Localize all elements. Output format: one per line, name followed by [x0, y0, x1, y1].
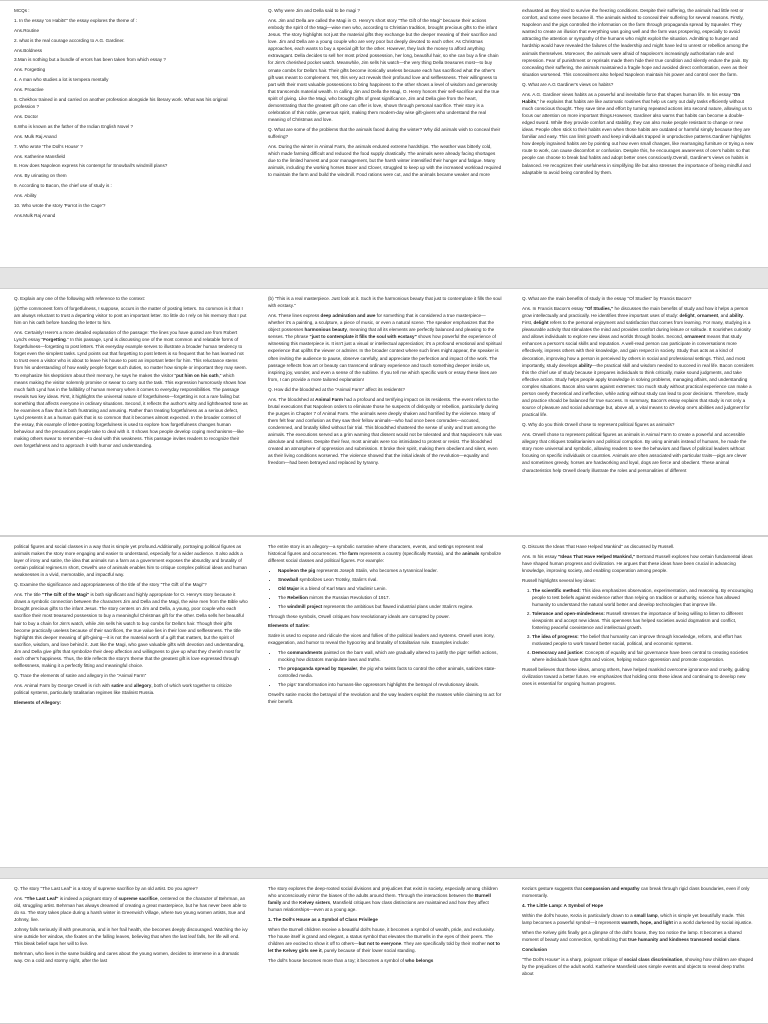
text-column: [522, 295, 754, 535]
paragraph: MCQs :: [14, 8, 30, 13]
paragraph: 3.Man is nothing but a bundle of errors has been taken from which essay ?: [14, 57, 166, 63]
list-item: • The windmill project represents the ambitious but flawed industrial plans under Stalin's regime.: [278, 603, 502, 610]
bullet-list: [268, 649, 502, 688]
paragraph: Ans. Doctor: [14, 114, 38, 119]
paragraph: 1. In the essay 'on Habits'" the essay explores the theme of :: [14, 17, 137, 23]
text-column: [522, 543, 754, 867]
list-item: 4. Democracy and justice: Concepts of equality and fair governance have been central to creating societies where individuals have rights and voices, helping reduce oppression and promote cooperation.: [532, 649, 754, 663]
bullet-list: [268, 567, 502, 610]
paragraph: Ans. Katherine Mansfield: [14, 153, 66, 159]
paragraph: Q. What are some of the problems that the animals faced during the winter? Why did animals wish to conceal their suffering?: [268, 127, 501, 140]
list-item: • The Rebellion mirrors the Russian Revolution of 1917.: [278, 594, 502, 601]
document-page: [0, 0, 768, 268]
paragraph: Q. Trace the elements of satire and allegory in the "Animal Farm": [14, 672, 147, 678]
paragraph: Conclusion: [522, 946, 548, 952]
numbered-list: [522, 587, 754, 663]
paragraph: Q. Explain any one of the following with reference to the context:: [14, 296, 145, 301]
paragraph: Ans. During the winter in Animal Farm, the animals endured extreme hardships. The weather was bitterly cold, which made farming difficult and reduced the food supply drastically. The animals were already facing shortages due to the limited harvest and poor management, but the harsh winter intensified their hunger and fatigue. Many animals, including the working horses Boxer and Clover, struggled to keep up with the increased workload required to maintain the farm and build the windmill. Food rations were cut, and the animals became weaker and more: [268, 144, 502, 178]
paragraph: Ans.Mulk Raj Anand: [14, 212, 56, 218]
text-column: [268, 7, 502, 267]
paragraph: Ans. Animal Farm by George Orwell is rich with satire and allegory, both of which work together to criticize political systems, particularly totalitarian regimes like Stalinist Russia.: [14, 682, 232, 695]
paragraph: Ans. Ability: [14, 193, 37, 199]
paragraph: Ans. Orwell chose to represent political figures as animals in Animal Farm to create a powerful and accessible allegory that critiques totalitarianism and political corruption. By using animals instead of humans, he made the story more universal and symbolic, allowing readers to see the behaviors and flaws of political leaders without focusing on specific individuals or countries. Animals are often associated with particular traits—pigs are clever and sometimes greedy, horses are hardworking and loyal, dogs are fierce and obedient. These animal characteristics help Orwell clearly illustrate the roles and personalities of different: [522, 432, 747, 473]
paragraph: Ans. Forgetting: [14, 67, 46, 73]
paragraph: Ans. In Francis Bacon's essay "Of Studies," he discusses the main benefits of study and how it helps a person grow intellectually and practically. He identifies three important uses of study: delight, ornament, and ability. First, delight refers to the personal enjoyment and satisfaction that comes from learning. For many, studying is a pleasurable activity that stimulates the mind and provides comfort during leisure or solitude. It nourishes curiosity and allows individuals to explore new ideas and worlds through books. Second, ornament means that study enhances a person's social skills and reputation. A well-read person can participate in conversations more effectively, impress others with their knowledge, and gain respect in society. Study thus acts as a kind of decoration, improving how a person is perceived by others in social and professional settings. Third, and most importantly, study develops ability—the practical skill and wisdom needed to succeed in real life. Bacon considers this the chief use of study because it prepares individuals to think critically, make sound judgments, and take effective action. Study helps people apply knowledge in solving problems, managing affairs, and understanding complex situations. Bacon also warns against extremes: too much study without practical experience can make a person overly theoretical and ineffective, while acting without study can lead to poor decisions. Therefore, study and practice should be balanced for true success. In summary, Bacon's essay explains that study is not only a source of pleasure and social advantage but, above all, a vital means to develop one's abilities and judgment for practical life.: [522, 305, 754, 418]
paragraph: Ans. Mulk Raj Anand: [14, 133, 57, 139]
paragraph: When the Burnell children receive a beautiful doll's house, it becomes a symbol of wealth, pride, and exclusivity. The house itself is grand and elegant, a status symbol that elevates the Burnells in the eyes of their peers. The children are excited to show it off to others—but not to everyone. They are specifically told by their mother not to let the Kelvey girls see it, purely because of their lower social standing.: [268, 927, 500, 954]
paragraph: The entire story is an allegory—a symbolic narrative where characters, events, and settings represent real historical figures and occurrences. The farm represents a country (specifically Russia), and the animals symbolize different social classes and political figures. For example:: [268, 544, 502, 564]
list-item: • Snowball symbolizes Leon Trotsky, Stalin's rival.: [278, 576, 502, 583]
list-item: • The pigs' transformation into humans-like oppressors highlights the betrayal of revolutionary ideals.: [278, 681, 502, 688]
paragraph: Orwell's satire mocks the betrayal of the revolution and the way leaders exploit the masses while claiming to act for their benefit.: [268, 692, 502, 705]
list-item: • Napoleon the pig represents Joseph Stalin, who becomes a tyrannical leader.: [278, 567, 502, 574]
paragraph: Q. The story "The Last Leaf" is a story of supreme sacrifice by an old artist. Do you agree?: [14, 886, 198, 891]
paragraph: 2. what is the real courage according to A.G. Gardiner.: [14, 37, 125, 43]
paragraph: political figures and social classes in a way that is simple yet profound.Additionally, portraying political figures as animals makes the story more engaging and easier to understand, especially for a wider audience. It also adds a layer of irony and satire, the idea that animals run a farm as a government exposes the absurdity and brutality of certain political regimes.In short, Orwell's use of animals enables him to critique complex political ideas and human weaknesses in a vivid, memorable, and impactful way.: [14, 544, 247, 578]
paragraph: Russell believes that these ideas, among others, have helped mankind overcome ignorance and cruelty, guiding civilization toward a better future. He emphasizes that holding onto these ideas and continuing to develop new ones is essential for ongoing human progress.: [522, 666, 750, 687]
paragraph: Kezia's gesture suggests that compassion and empathy can break through rigid class boundaries, even if only momentarily.: [522, 886, 750, 899]
text-column: [522, 7, 754, 267]
paragraph: (a)The commonest form of forgetfulness, I suppose, occurs in the matter of posting letters. So common is it that I am always reluctant to trust a departing visitor to post an important letter. So little do I rely on his memory that I put him on his oath before handing the letter to him.: [14, 305, 247, 326]
paragraph: 10. Who wrote the story 'Parrot in the Cage'?: [14, 203, 106, 209]
document-page: [0, 878, 768, 1024]
paragraph: When the Kelvey girls finally get a glimpse of the doll's house, they too notice the lamp. It becomes a shared moment of beauty and connection, symbolizing that true humanity and kindness transcend social class.: [522, 929, 742, 942]
paragraph: Ans. In his essay "Ideas That Have Helped Mankind," Bertrand Russell explores how certain fundamental ideas have shaped human progress and civilization. He argues that these ideas have been crucial in advancing knowledge, improving society, and enabling cooperation among people.: [522, 553, 753, 574]
document-page: [0, 536, 768, 868]
paragraph: Ans. By urinating on them: [14, 173, 67, 179]
text-column: [14, 543, 248, 867]
paragraph: Ans. A.G. Gardiner views habits as a powerful and inevitable force that shapes human life. In his essay "On Habits," he explains that habits are like automatic routines that help us carry out daily tasks efficiently without much conscious thought. They save time and effort by turning repeated actions into second nature, allowing us to focus our attention on more important things.However, Gardiner also warns that habits can become a double-edged sword. While they provide comfort and stability, they can also make people resistant to change or new ideas. People often stick to their habits even when those habits are outdated or harmful simply because they are familiar and easy. This can limit growth and keep individuals trapped in unproductive patterns.Gardiner highlights how deeply ingrained habits are by pointing out how even small changes, like rearranging furniture or trying a new route to work, can cause discomfort or confusion. Despite this, he encourages awareness of one's habits so that people can choose to break bad habits and adopt better ones consciously.Overall, Gardiner's views on habits is balanced. He recognizes their usefulness in simplifying life but also stresses the importance of being mindful and adaptable to avoid being controlled by them.: [522, 91, 754, 175]
paragraph: Q. Why were Jim and Della said to be magi ?: [268, 8, 360, 13]
paragraph: Ans.Boldness: [14, 47, 43, 53]
paragraph: Q. Why do you think Orwell chose to represent political figures as animals?: [522, 422, 675, 428]
paragraph: Ans. "The Last Leaf" is indeed a poignant story of supreme sacrifice, centered on the character of Behrman, an old, struggling artist. Behrman has always dreamed of creating a great masterpiece, but he has never been able to do so. The story takes place during a harsh winter in Greenwich Village, where two young women artists, Sue and Johnsy, live.: [14, 895, 247, 923]
paragraph: Q. What are A.G Gardiner's views on habits?: [522, 81, 614, 87]
paragraph: Within the doll's house, Kezia is particularly drawn to a small lamp, which is simple yet beautifully made. This lamp becomes a powerful symbol—it represents warmth, hope, and light in a world darkened by social injustice.: [522, 912, 753, 925]
paragraph: 1. The Doll's House as a Symbol of Class Privilege: [268, 917, 378, 923]
paragraph: Through these symbols, Orwell critiques how revolutionary ideals are corrupted by power.: [268, 613, 450, 619]
paragraph: 6.Who is known as the father of the Indian English Novel ?: [14, 123, 133, 129]
text-column: [14, 295, 248, 535]
paragraph: Ans. Proactive: [14, 87, 44, 93]
paragraph: The doll's house becomes more than a toy; it becomes a symbol of who belongs: [268, 958, 434, 964]
text-column: [522, 885, 754, 1023]
paragraph: Ans. These lines express deep admiration and awe for something that is considered a true masterpiece—whether it's a painting, a sculpture, a piece of music, or even a natural scene. The speaker emphasizes that the object possesses harmonious beauty, meaning that all its elements are perfectly balanced and pleasing to the senses. The phrase "just to contemplate it fills the soul with ecstasy" shows how powerful the experience of witnessing this masterpiece is. It isn't just a visual or intellectual appreciation; it's a profound emotional and spiritual experience that uplifts the viewer or admirer. In the broader context where such lines might appear, the speaker is often inviting the audience to pause, observe carefully, and appreciate the perfection and impact of the work. The passage reflects how art or beauty can transcend ordinary experience and touch something deeper inside us, inspiring joy, wonder, and even a sense of the sublime. If you tell me which specific work or essay these lines are from, I can provide a more tailored explanation!: [268, 312, 502, 382]
paragraph: 9. According to Bacon, the chief use of study is :: [14, 183, 112, 189]
paragraph: 7. Who wrote 'The Doll's House' ?: [14, 143, 83, 149]
list-item: • Old Major is a blend of Karl Marx and Vladimir Lenin.: [278, 585, 502, 592]
paragraph: "The Doll's House" is a sharp, poignant critique of social class discrimination, showing how children are shaped by the prejudices of the adult world. Katherine Mansfield uses simple events and objects to reveal deep truths about: [522, 956, 754, 976]
paragraph: Q. Discuss the Ideas That Have Helped Mankind" as discussed by Russell.: [522, 544, 675, 549]
paragraph: Elements of Allegory:: [14, 699, 62, 705]
paragraph: The story explores the deep-rooted social divisions and prejudices that exist in society, especially among children who unconsciously mirror the biases of the adults around them. Through the interactions between the Burnell family and the Kelvey sisters, Mansfield critiques how class distinctions are maintained and how they affect human relationships—even at a young age.: [268, 886, 498, 913]
paragraph: 4. A man who studies a lot is tempera mentally: [14, 77, 109, 83]
paragraph: Q. What are the main benefits of study in the essay "Of Studies" by Francis Bacon?: [522, 296, 692, 301]
paragraph: Ans.Routine: [14, 27, 40, 33]
text-column: [14, 7, 248, 267]
paragraph: Behrman, who lives in the same building and cares about the young women, decides to intervene in a dramatic way. On a cold and stormy night, after the last: [14, 951, 240, 964]
paragraph: Q. How did the bloodshed at the "Animal Farm" affect its residents?: [268, 386, 405, 392]
text-column: [14, 885, 248, 1023]
paragraph: (b) "This is a real masterpiece. Just look at it. Such is the harmonious beauty that just to contemplate it fills the soul with ecstasy.": [268, 296, 502, 309]
text-column: [268, 295, 502, 535]
list-item: 2. Tolerance and open-mindedness: Russell stresses the importance of being willing to listen to different viewpoints and accept new ideas. This openness has helped societies avoid dogmatism and conflict, fostering peaceful coexistence and intellectual growth.: [532, 610, 754, 631]
paragraph: 8. How does Napoleon express his contempt for Snowball's windmill plans?: [14, 163, 168, 169]
list-item: 1. The scientific method: This idea emphasizes observation, experimentation, and reasoning. By encouraging people to test beliefs against evidence rather than relying on tradition or authority, science has allowed humanity to understand the natural world better and develop technologies that improve life.: [532, 587, 754, 608]
paragraph: Q. Examine the significance and appropriateness of the title of the story "The Gift of the Magi"?: [14, 582, 207, 588]
paragraph: Ans. Jim and Della are called the Magi in O. Henry's short story "The Gift of the Magi" because their actions embody the spirit of the Magi—wise men who, according to Christian tradition, brought precious gifts to the infant Jesus. The story highlights not just the material gifts they exchange but the deeper meaning of their sacrifice and love. Jim and Della are a young couple who are very poor but deeply devoted to each other. As Christmas approaches, each wants to buy a special gift for the other. However, they lack the money to afford anything extravagant. Della decides to sell her most prized possession, her long, beautiful hair, so she can buy a fine chain for Jim's cherished pocket watch. Meanwhile, Jim sells his watch—the very thing Della treasures most—to buy ornate combs for Della's hair. Their gifts become ironically useless because each has sacrificed what the other's gift was meant to complement. Yet, this very act reveals their profound love and selflessness. Their willingness to part with their most valuable possessions to bring happiness to the other shows a level of wisdom and generosity that transcends material wealth. In calling Jim and Della the Magi, O. Henry honors their self-sacrifice and the true spirit of giving. Like the Magi, who brought gifts of great significance, Jim and Della give from the heart, demonstrating that the greatest gift one can offer is love, shown through personal sacrifice. Their story is a celebration of this noble, generous spirit, making them modern-day wise gift-givers who understand the real meaning of Christmas and love.: [268, 17, 500, 123]
paragraph: Elements of Satire:: [268, 623, 310, 629]
text-column: [268, 885, 502, 1023]
paragraph: Ans. The bloodshed at Animal Farm had a profound and terrifying impact on its residents. The event refers to the brutal executions that Napoleon orders to eliminate those he suspects of disloyalty or rebellion, particularly during the purges in Chapter 7 of Animal Farm. The animals were deeply shaken and horrified by the violence. Many of them felt fear and confusion as they saw their fellow animals—who had once been comrades—accused, condemned, and brutally killed without fair trial. This bloodshed shattered the sense of unity and trust among the animals. The executions served as a grim warning that dissent would not be tolerated and that Napoleon's rule was absolute and ruthless. Despite their fear, most animals were too intimidated to protest or resist. The bloodshed created an atmosphere of oppression and submission. It broke their spirit, making them obedient and silent, even as their living conditions worsened. The violence showed that the initial ideals of the revolution—equality and freedom—had been betrayed and replaced by tyranny.: [268, 396, 502, 466]
list-item: • The commandments painted on the barn wall, which are gradually altered to justify the pigs' selfish actions, mocking how dictators manipulate laws and truths.: [278, 649, 502, 663]
paragraph: exhausted as they tried to survive the freezing conditions. Despite their suffering, the animals had little rest or comfort, and some even became ill. The animals wished to conceal their suffering for several reasons. Firstly, Napoleon and the pigs controlled the information on the farm through propaganda spread by Squealer. They wanted to create an illusion that everything was going well and the farm was prospering, especially to avoid attracting the attention or sympathy of the humans who might exploit the situation. Admitting to hunger and hardship would have revealed the failures of the leadership and might have led to unrest or rebellion among the animals themselves. Moreover, the animals were afraid of Napoleon's increasingly authoritarian rule and repression. Fear of punishment or reprisals made them hide their true condition and silently endure the pain. By concealing their suffering, the animals maintained a fragile hope and avoided direct confrontation, even as their situation worsened. This concealment also helped Napoleon maintain his power and control over the farm.: [522, 8, 749, 77]
list-item: • The propaganda spread by Squealer, the pig who twists facts to control the other animals, satirizes state-controlled media.: [278, 665, 502, 679]
text-column: [268, 543, 502, 867]
paragraph: Satire is used to expose and ridicule the vices and follies of the political leaders and systems. Orwell uses irony, exaggeration, and humor to reveal the hypocrisy and brutality of totalitarian rule. Examples include:: [268, 633, 495, 646]
document-page: [0, 288, 768, 536]
paragraph: Ans. The title "The Gift of the Magi" is both significant and highly appropriate for O. Henry's story because it draws a symbolic connection between the characters Jim and Della and the Magi, the wise men from the Bible who brought precious gifts to the infant Jesus. The story centers on Jim and Della, a young, poor couple who each sacrifice their most treasured possession to buy a meaningful Christmas gift for the other. Della sells her beautiful hair to buy a chain for Jim's watch, while Jim sells his watch to buy combs for Della's hair. Though their gifts become practically useless because of their sacrifices, the true value lies in their love and selflessness. The title highlights this deeper meaning of gift-giving—it is not the material worth of a gift that matters, but the spirit of sacrifice, wisdom, and love behind it. Just like the Magi, who gave valuable gifts with devotion and understanding, Jim and Della give gifts that symbolize their deep affection and willingness to give up what they cherish most for each other's happiness. Thus, the title reflects the story's theme that the greatest gift is love expressed through selflessness, making it a perfectly fitting and meaningful choice.: [14, 592, 248, 669]
paragraph: Russell highlights several key ideas:: [522, 577, 596, 583]
paragraph: 5. Chekhov trained in and carried on another profession alongside his literary work. What was his original profession ?: [14, 97, 228, 110]
paragraph: Ans. Certainly! Here's a more detailed explanation of the passage: The lines you have quoted are from Robert Lynd's essay "Forgetting." In this passage, Lynd is discussing one of the most common and relatable forms of forgetfulness—forgetting to post letters. This everyday example serves to illustrate a broader human tendency to forget even the simplest tasks. Lynd points out that forgetting to post letters is so frequent that he has learned not to trust even a visitor who is about to leave his house to post an important letter for him. This reluctance stems from his understanding of how easily people forget such duties, no matter how simple or important they may seem. To emphasize his skepticism about their memory, he says he makes the visitor "put him on his oath," which means making the visitor solemnly promise or swear to carry out the task. This expression humorously shows how much faith Lynd has in the fallibility of human memory when it comes to everyday responsibilities. The passage reveals two key ideas. First, it highlights the universal nature of forgetfulness—forgetting is not a rare failing but something that affects everyone in ordinary situations. Second, it reflects the author's witty and lighthearted tone as he examines a flaw that is both frustrating and amusing. Rather than treating forgetfulness as a serious defect, Lynd presents it as a human quirk that is so common that it becomes almost expected. In the broader context of the essay, this example of letter-posting forgetfulness is used to explore how forgetfulness changes human behaviour and the precautions people take to deal with it. It shows how people develop coping mechanisms—like making others swear to remember—to deal with this weakness. This passage invites readers to recognize their own forgetfulness and to approach it with humor and understanding.: [14, 329, 248, 449]
paragraph: Johnsy falls seriously ill with pneumonia, and in her frail health, she becomes deeply discouraged. Watching the ivy vine outside her window, she fixates on the falling leaves, believing that when the last leaf falls, her life will end. This bleak belief saps her will to live.: [14, 927, 248, 947]
paragraph: 4. The Little Lamp: A Symbol of Hope: [522, 902, 604, 908]
list-item: 3. The idea of progress: The belief that humanity can improve through knowledge, reform, and effort has motivated people to work toward better social, political, and economic systems.: [532, 633, 754, 647]
